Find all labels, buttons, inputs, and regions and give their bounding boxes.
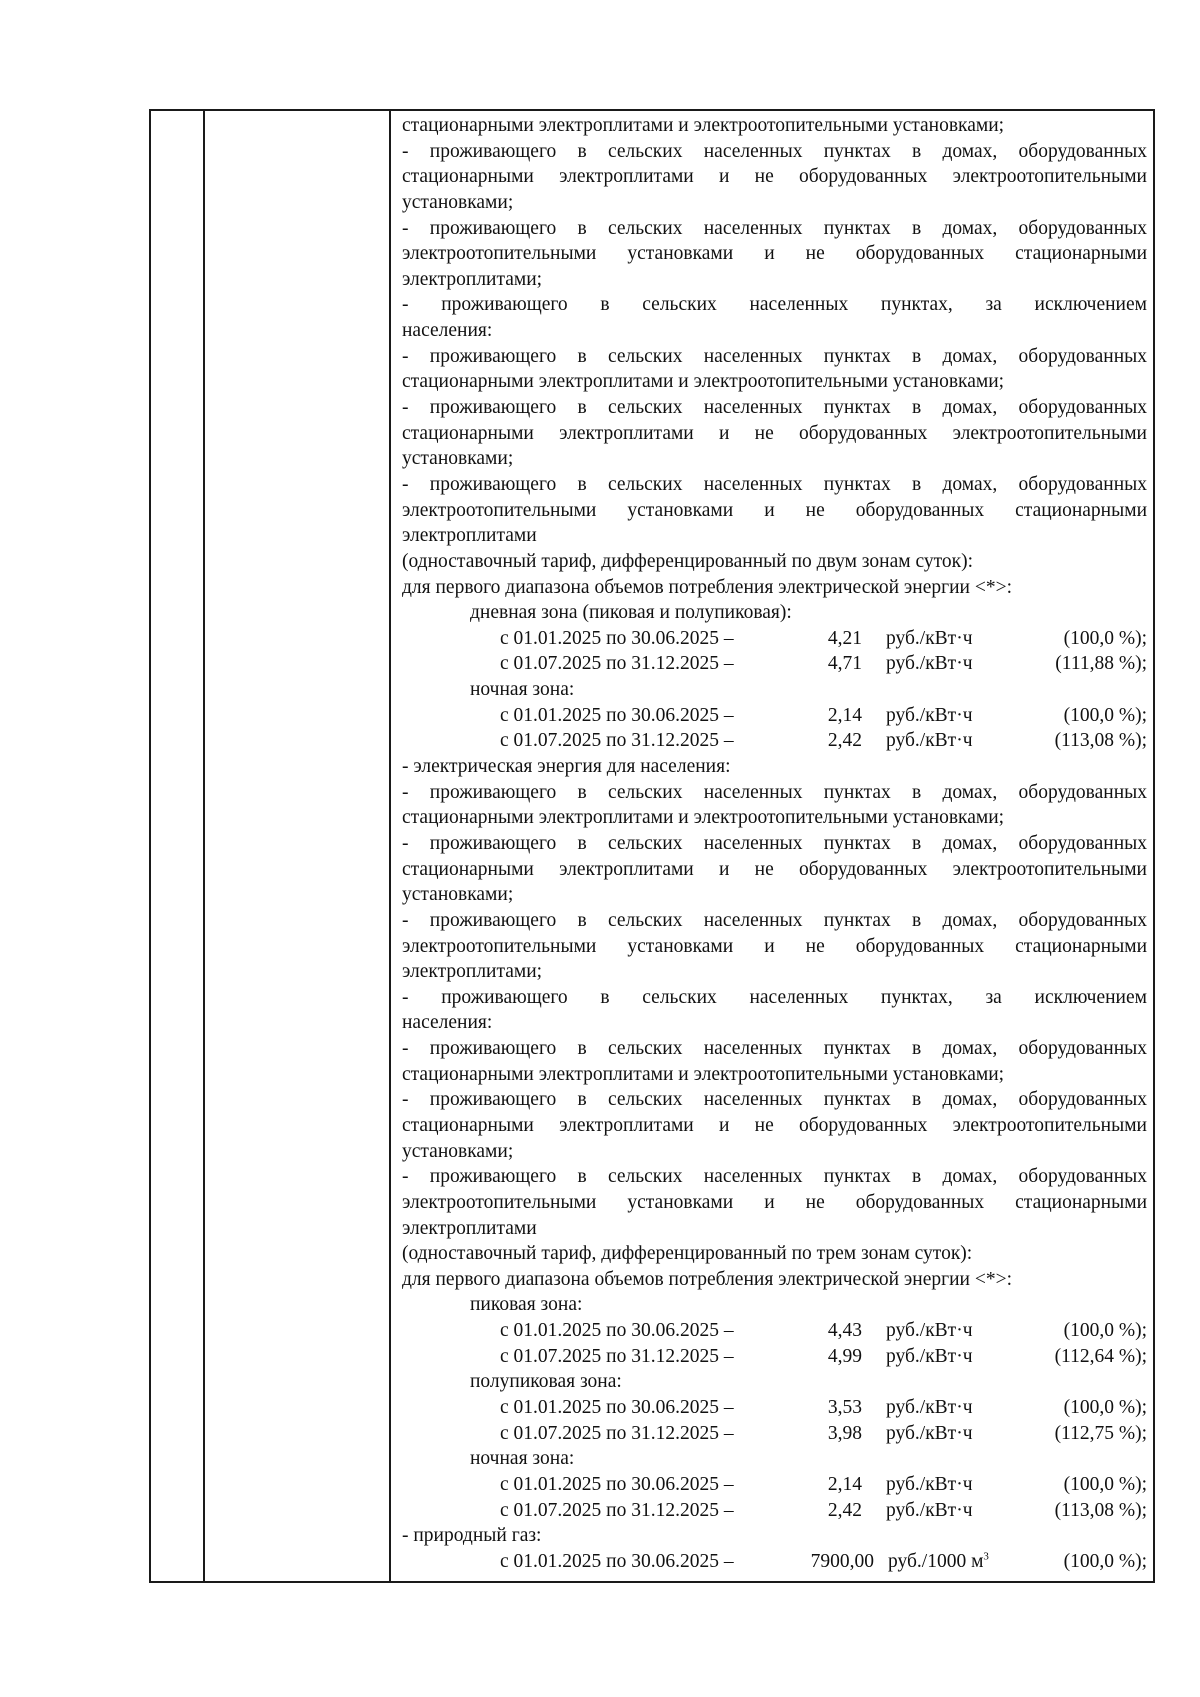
text-line: стационарными электроплитами и электроотопительными установками; [402,371,1005,393]
rate-value: 3,53 [827,1397,862,1419]
text-line: установками; [402,1140,514,1162]
text-line: стационарными электроплитами и не оборудованных электроотопительными [402,1114,1147,1136]
rate-value: 4,21 [827,627,862,649]
rate-period: с 01.01.2025 по 30.06.2025 – [500,1320,734,1342]
rate-unit [874,1549,1006,1575]
rate-row [402,651,1147,677]
text-line: - проживающего в сельских населенных пунктах в домах, оборудованных [402,1166,1147,1188]
rate-rows [402,703,1147,754]
rate-value: 4,43 [827,1320,862,1342]
text-line: - проживающего в сельских населенных пунктах в домах, оборудованных [402,217,1147,239]
rate-period: с 01.01.2025 по 30.06.2025 – [500,704,734,726]
text-line: электроотопительными установками и не оборудованных стационарными [402,499,1147,521]
rate-unit-text: руб./1000 м [888,1550,984,1572]
rate-percent: (113,08 %); [1054,730,1147,752]
rate-percent: (100,0 %); [1063,704,1147,726]
rate-period: с 01.01.2025 по 30.06.2025 – [500,1397,734,1419]
three-zone-tariff-block [402,1292,1147,1523]
rate-period: с 01.07.2025 по 31.12.2025 – [500,1422,734,1444]
rate-unit: руб./кВт·ч [886,653,973,675]
rate-percent: (100,0 %); [1063,627,1147,649]
rate-row [402,1498,1147,1524]
text-line: (одноставочный тариф, дифференцированный по двум зонам суток): [402,550,973,572]
gas-tariff-block [402,1523,1147,1574]
rate-percent: (111,88 %); [1055,653,1147,675]
rate-unit: руб./кВт·ч [886,1473,973,1495]
rate-percent: (112,75 %); [1054,1422,1147,1444]
text-line: - проживающего в сельских населенных пунктах в домах, оборудованных [402,473,1147,495]
rate-rows [402,1318,1147,1369]
rate-unit: руб./кВт·ч [886,1345,973,1367]
text-line: электроотопительными установками и не оборудованных стационарными [402,1191,1147,1213]
rate-percent: (112,64 %); [1054,1345,1147,1367]
text-line: - проживающего в сельских населенных пунктах в домах, оборудованных [402,1089,1147,1111]
rate-period: с 01.07.2025 по 31.12.2025 – [500,730,734,752]
rate-row [402,1318,1147,1344]
text-line: - электрическая энергия для населения: [402,756,731,778]
text-line: - проживающего в сельских населенных пунктах в домах, оборудованных [402,832,1147,854]
rate-row [402,728,1147,754]
tariff-table [149,109,1155,1583]
text-line: стационарными электроплитами и электроотопительными установками; [402,1063,1005,1085]
rate-unit: руб./кВт·ч [886,704,973,726]
text-line: - проживающего в сельских населенных пунктах в домах, оборудованных [402,1038,1147,1060]
rate-unit: руб./кВт·ч [886,1397,973,1419]
rate-value: 2,14 [827,1473,862,1495]
consumer-groups-text-a [402,113,1147,600]
text-line: населения: [402,320,493,342]
zone-label: пиковая зона: [470,1294,583,1316]
text-line: населения: [402,1012,493,1034]
text-line: - проживающего в сельских населенных пунктах, за исключением [402,986,1147,1008]
two-zone-tariff-block [402,600,1147,754]
rate-value: 7900,00 [810,1550,874,1572]
text-line: установками; [402,191,514,213]
text-line: - проживающего в сельских населенных пунктах в домах, оборудованных [402,909,1147,931]
text-line: для первого диапазона объемов потребления электрической энергии <*>: [402,576,1013,598]
text-line: (одноставочный тариф, дифференцированный по трем зонам суток): [402,1243,973,1265]
zone-label: дневная зона (пиковая и полупиковая): [470,602,792,624]
text-line: электроотопительными установками и не оборудованных стационарными [402,935,1147,957]
rate-row [402,703,1147,729]
consumer-groups-text-b [402,754,1147,1292]
rate-value: 3,98 [827,1422,862,1444]
rate-percent: (100,0 %); [1063,1550,1147,1572]
text-line: электроплитами; [402,268,543,290]
zone-label: ночная зона: [470,1448,575,1470]
rate-value: 2,14 [827,704,862,726]
rate-value: 2,42 [827,1499,862,1521]
rate-period: с 01.07.2025 по 31.12.2025 – [500,1499,734,1521]
rate-percent: (100,0 %); [1063,1320,1147,1342]
rate-period: с 01.01.2025 по 30.06.2025 – [500,627,734,649]
column-divider [389,111,391,1581]
tariff-text-cell [402,113,1147,1575]
rate-row [402,1344,1147,1370]
text-line: - проживающего в сельских населенных пунктах в домах, оборудованных [402,781,1147,803]
rate-unit: руб./кВт·ч [886,730,973,752]
rate-percent: (100,0 %); [1063,1473,1147,1495]
rate-value: 2,42 [827,730,862,752]
rate-rows [402,1472,1147,1523]
rate-period: с 01.07.2025 по 31.12.2025 – [500,1345,734,1367]
rate-period: с 01.07.2025 по 31.12.2025 – [500,653,734,675]
rate-percent: (113,08 %); [1054,1499,1147,1521]
gas-label: - природный газ: [402,1525,542,1547]
rate-row [402,1395,1147,1421]
text-line: - проживающего в сельских населенных пунктах, за исключением [402,294,1147,316]
text-line: установками; [402,448,514,470]
rate-rows [402,1395,1147,1446]
text-line: стационарными электроплитами и электроотопительными установками; [402,115,1005,136]
column-divider [203,111,205,1581]
unit-superscript: 3 [983,1550,989,1563]
rate-unit: руб./кВт·ч [886,1320,973,1342]
text-line: электроотопительными установками и не оборудованных стационарными [402,243,1147,265]
rate-row [402,1472,1147,1498]
rate-unit: руб./кВт·ч [886,627,973,649]
text-line: стационарными электроплитами и не оборудованных электроотопительными [402,166,1147,188]
zone-label: полупиковая зона: [470,1371,622,1393]
text-line: электроплитами [402,1217,537,1239]
rate-row [402,1421,1147,1447]
rate-value: 4,71 [827,653,862,675]
text-line: стационарными электроплитами и не оборудованных электроотопительными [402,858,1147,880]
text-line: для первого диапазона объемов потребления электрической энергии <*>: [402,1268,1013,1290]
rate-row [402,1549,1147,1575]
zone-label: ночная зона: [470,679,575,701]
text-line: - проживающего в сельских населенных пунктах в домах, оборудованных [402,345,1147,367]
rate-unit: руб./кВт·ч [886,1499,973,1521]
text-line: электроплитами; [402,961,543,983]
rate-rows [402,626,1147,677]
rate-unit: руб./кВт·ч [886,1422,973,1444]
rate-period: с 01.01.2025 по 30.06.2025 – [500,1550,734,1572]
rate-period: с 01.01.2025 по 30.06.2025 – [500,1473,734,1495]
text-line: установками; [402,884,514,906]
text-line: стационарными электроплитами и электроотопительными установками; [402,807,1005,829]
text-line: стационарными электроплитами и не оборудованных электроотопительными [402,422,1147,444]
rate-value: 4,99 [827,1345,862,1367]
text-line: - проживающего в сельских населенных пунктах в домах, оборудованных [402,397,1147,419]
rate-row [402,626,1147,652]
rate-percent: (100,0 %); [1063,1397,1147,1419]
text-line: электроплитами [402,525,537,547]
text-line: - проживающего в сельских населенных пунктах в домах, оборудованных [402,140,1147,162]
